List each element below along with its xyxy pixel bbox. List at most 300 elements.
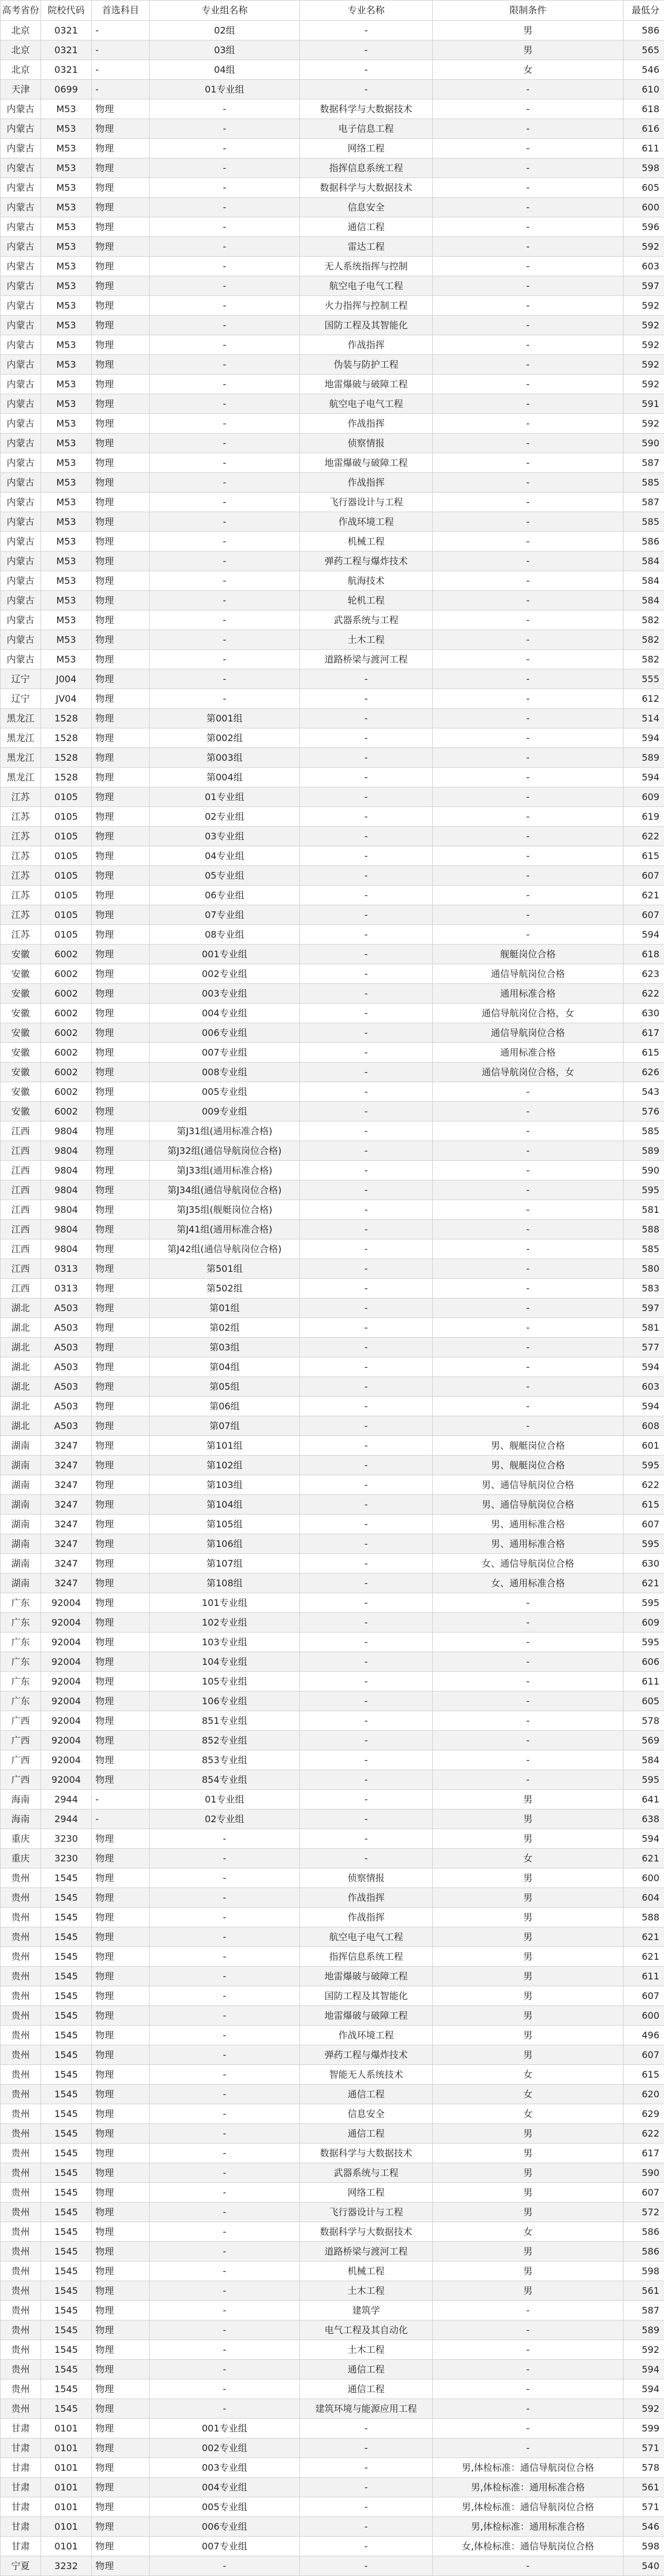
- first-subject-cell: 物理: [92, 2045, 150, 2065]
- major-group-cell: 007专业组: [150, 1043, 300, 1063]
- province-cell: 贵州: [1, 2399, 41, 2419]
- major-name-cell: -: [300, 1613, 433, 1633]
- province-cell: 内蒙古: [1, 355, 41, 375]
- restriction-cell: 女: [433, 60, 624, 80]
- major-group-cell: -: [150, 178, 300, 198]
- first-subject-cell: 物理: [92, 2281, 150, 2301]
- restriction-cell: -: [433, 630, 624, 650]
- major-name-cell: -: [300, 748, 433, 768]
- major-group-cell: -: [150, 512, 300, 532]
- min-score-cell: 616: [624, 119, 664, 139]
- major-group-cell: -: [150, 2065, 300, 2085]
- major-group-cell: 105专业组: [150, 1672, 300, 1692]
- table-row: [1, 610, 664, 630]
- province-cell: 贵州: [1, 1927, 41, 1947]
- school-code-cell: JV04: [41, 689, 92, 709]
- province-cell: 辽宁: [1, 689, 41, 709]
- restriction-cell: 男: [433, 40, 624, 60]
- major-group-cell: -: [150, 198, 300, 217]
- school-code-cell: 3232: [41, 2556, 92, 2576]
- table-row: [1, 2065, 664, 2085]
- first-subject-cell: 物理: [92, 394, 150, 414]
- first-subject-cell: 物理: [92, 198, 150, 217]
- restriction-cell: -: [433, 1357, 624, 1377]
- major-name-cell: -: [300, 1633, 433, 1652]
- province-cell: 内蒙古: [1, 276, 41, 296]
- table-row: [1, 335, 664, 355]
- school-code-cell: M53: [41, 571, 92, 591]
- major-name-cell: -: [300, 807, 433, 827]
- province-cell: 湖南: [1, 1554, 41, 1574]
- major-group-cell: 003专业组: [150, 2458, 300, 2478]
- first-subject-cell: 物理: [92, 1770, 150, 1790]
- province-cell: 贵州: [1, 2124, 41, 2144]
- school-code-cell: A503: [41, 1318, 92, 1338]
- province-cell: 安徽: [1, 1102, 41, 1122]
- school-code-cell: 92004: [41, 1652, 92, 1672]
- first-subject-cell: 物理: [92, 1043, 150, 1063]
- min-score-cell: 599: [624, 2419, 664, 2438]
- major-name-cell: -: [300, 1200, 433, 1220]
- restriction-cell: -: [433, 532, 624, 552]
- province-cell: 安徽: [1, 1004, 41, 1023]
- province-cell: 贵州: [1, 2085, 41, 2104]
- major-group-cell: -: [150, 434, 300, 453]
- table-row: [1, 1829, 664, 1849]
- table-row: [1, 2262, 664, 2281]
- major-group-cell: 第J35组(舰艇岗位合格): [150, 1200, 300, 1220]
- min-score-cell: 561: [624, 2281, 664, 2301]
- table-row: [1, 2301, 664, 2320]
- first-subject-cell: 物理: [92, 119, 150, 139]
- major-name-cell: 数据科学与大数据技术: [300, 2144, 433, 2163]
- major-name-cell: -: [300, 2517, 433, 2537]
- restriction-cell: 男: [433, 2124, 624, 2144]
- major-group-cell: 第01组: [150, 1298, 300, 1318]
- major-group-cell: -: [150, 2006, 300, 2026]
- major-name-cell: -: [300, 1593, 433, 1613]
- province-cell: 海南: [1, 1790, 41, 1809]
- first-subject-cell: -: [92, 21, 150, 40]
- first-subject-cell: 物理: [92, 1829, 150, 1849]
- min-score-cell: 595: [624, 1633, 664, 1652]
- table-row: [1, 2144, 664, 2163]
- province-cell: 内蒙古: [1, 99, 41, 119]
- table-row: [1, 984, 664, 1004]
- restriction-cell: -: [433, 709, 624, 728]
- restriction-cell: -: [433, 512, 624, 532]
- major-name-cell: -: [300, 1750, 433, 1770]
- major-name-cell: -: [300, 1770, 433, 1790]
- min-score-cell: 590: [624, 1161, 664, 1180]
- province-cell: 甘肃: [1, 2497, 41, 2517]
- province-cell: 贵州: [1, 2006, 41, 2026]
- school-code-cell: 1545: [41, 1908, 92, 1927]
- table-row: [1, 257, 664, 276]
- min-score-cell: 612: [624, 689, 664, 709]
- major-group-cell: 103专业组: [150, 1633, 300, 1652]
- major-name-cell: 航海技术: [300, 571, 433, 591]
- major-name-cell: -: [300, 2537, 433, 2556]
- restriction-cell: -: [433, 1692, 624, 1711]
- first-subject-cell: 物理: [92, 630, 150, 650]
- min-score-cell: 621: [624, 1849, 664, 1868]
- table-row: [1, 1023, 664, 1043]
- school-code-cell: A503: [41, 1377, 92, 1397]
- major-name-cell: -: [300, 1239, 433, 1259]
- restriction-cell: -: [433, 80, 624, 99]
- province-cell: 江苏: [1, 886, 41, 905]
- table-row: [1, 2242, 664, 2262]
- school-code-cell: A503: [41, 1357, 92, 1377]
- province-cell: 湖南: [1, 1436, 41, 1456]
- major-name-cell: -: [300, 1416, 433, 1436]
- table-row: [1, 1672, 664, 1692]
- table-row: [1, 178, 664, 198]
- major-group-cell: -: [150, 630, 300, 650]
- school-code-cell: 9804: [41, 1239, 92, 1259]
- table-row: [1, 2045, 664, 2065]
- province-cell: 江苏: [1, 846, 41, 866]
- province-cell: 内蒙古: [1, 335, 41, 355]
- major-name-cell: 数据科学与大数据技术: [300, 2222, 433, 2242]
- min-score-cell: 626: [624, 1063, 664, 1082]
- school-code-cell: 92004: [41, 1633, 92, 1652]
- major-name-cell: 电气工程及其自动化: [300, 2320, 433, 2340]
- restriction-cell: -: [433, 493, 624, 512]
- school-code-cell: 6002: [41, 964, 92, 984]
- table-row: [1, 650, 664, 669]
- school-code-cell: 6002: [41, 1102, 92, 1122]
- province-cell: 湖南: [1, 1574, 41, 1593]
- first-subject-cell: 物理: [92, 1692, 150, 1711]
- province-cell: 内蒙古: [1, 139, 41, 158]
- major-group-cell: 02专业组: [150, 807, 300, 827]
- first-subject-cell: 物理: [92, 335, 150, 355]
- major-group-cell: -: [150, 2085, 300, 2104]
- table-row: [1, 1790, 664, 1809]
- first-subject-cell: 物理: [92, 1180, 150, 1200]
- major-name-cell: 飞行器设计与工程: [300, 2203, 433, 2222]
- school-code-cell: M53: [41, 532, 92, 552]
- major-group-cell: 007专业组: [150, 2537, 300, 2556]
- province-cell: 辽宁: [1, 669, 41, 689]
- major-name-cell: -: [300, 1279, 433, 1298]
- min-score-cell: 610: [624, 80, 664, 99]
- major-group-cell: 第502组: [150, 1279, 300, 1298]
- school-code-cell: A503: [41, 1338, 92, 1357]
- min-score-cell: 607: [624, 1515, 664, 1534]
- province-cell: 江西: [1, 1279, 41, 1298]
- table-row: [1, 1259, 664, 1279]
- school-code-cell: 6002: [41, 1082, 92, 1102]
- min-score-cell: 546: [624, 60, 664, 80]
- table-row: [1, 394, 664, 414]
- restriction-cell: -: [433, 1180, 624, 1200]
- min-score-cell: 618: [624, 945, 664, 964]
- major-name-cell: -: [300, 1574, 433, 1593]
- min-score-cell: 565: [624, 40, 664, 60]
- min-score-cell: 617: [624, 2144, 664, 2163]
- major-group-cell: 04组: [150, 60, 300, 80]
- table-row: [1, 1770, 664, 1790]
- first-subject-cell: 物理: [92, 512, 150, 532]
- restriction-cell: -: [433, 1711, 624, 1731]
- major-name-cell: 数据科学与大数据技术: [300, 99, 433, 119]
- major-name-cell: -: [300, 1731, 433, 1750]
- major-name-cell: -: [300, 1515, 433, 1534]
- restriction-cell: -: [433, 355, 624, 375]
- first-subject-cell: 物理: [92, 886, 150, 905]
- first-subject-cell: 物理: [92, 2497, 150, 2517]
- province-cell: 广西: [1, 1750, 41, 1770]
- province-cell: 北京: [1, 60, 41, 80]
- min-score-cell: 581: [624, 1200, 664, 1220]
- first-subject-cell: 物理: [92, 571, 150, 591]
- min-score-cell: 630: [624, 1004, 664, 1023]
- major-group-cell: 第03组: [150, 1338, 300, 1357]
- table-row: [1, 1141, 664, 1161]
- school-code-cell: 1545: [41, 2242, 92, 2262]
- min-score-cell: 595: [624, 1593, 664, 1613]
- province-cell: 内蒙古: [1, 591, 41, 610]
- major-group-cell: 第002组: [150, 728, 300, 748]
- restriction-cell: -: [433, 1279, 624, 1298]
- major-group-cell: -: [150, 2222, 300, 2242]
- school-code-cell: 0105: [41, 827, 92, 846]
- table-row: [1, 2497, 664, 2517]
- restriction-cell: -: [433, 1731, 624, 1750]
- major-group-cell: -: [150, 276, 300, 296]
- table-row: [1, 1377, 664, 1397]
- first-subject-cell: 物理: [92, 1239, 150, 1259]
- school-code-cell: 92004: [41, 1750, 92, 1770]
- province-cell: 内蒙古: [1, 473, 41, 493]
- school-code-cell: M53: [41, 316, 92, 335]
- province-cell: 甘肃: [1, 2438, 41, 2458]
- restriction-cell: 男: [433, 1868, 624, 1888]
- school-code-cell: 0313: [41, 1259, 92, 1279]
- province-cell: 内蒙古: [1, 630, 41, 650]
- restriction-cell: 女: [433, 2222, 624, 2242]
- school-code-cell: 92004: [41, 1770, 92, 1790]
- major-name-cell: -: [300, 2556, 433, 2576]
- first-subject-cell: -: [92, 40, 150, 60]
- province-cell: 内蒙古: [1, 610, 41, 630]
- school-code-cell: 1545: [41, 2262, 92, 2281]
- table-row: [1, 1357, 664, 1377]
- major-name-cell: -: [300, 21, 433, 40]
- major-group-cell: -: [150, 493, 300, 512]
- major-name-cell: -: [300, 728, 433, 748]
- table-row: [1, 375, 664, 394]
- province-cell: 重庆: [1, 1849, 41, 1868]
- school-code-cell: 0101: [41, 2478, 92, 2497]
- school-code-cell: 0105: [41, 905, 92, 925]
- major-name-cell: 航空电子电气工程: [300, 1927, 433, 1947]
- major-name-cell: 弹药工程与爆炸技术: [300, 2045, 433, 2065]
- school-code-cell: 6002: [41, 1004, 92, 1023]
- first-subject-cell: 物理: [92, 2085, 150, 2104]
- table-row: [1, 2222, 664, 2242]
- restriction-cell: -: [433, 1377, 624, 1397]
- table-row: [1, 2203, 664, 2222]
- school-code-cell: M53: [41, 414, 92, 434]
- restriction-cell: -: [433, 375, 624, 394]
- school-code-cell: 0105: [41, 866, 92, 886]
- min-score-cell: 587: [624, 453, 664, 473]
- school-code-cell: 3247: [41, 1475, 92, 1495]
- school-code-cell: M53: [41, 630, 92, 650]
- major-group-cell: 006专业组: [150, 2517, 300, 2537]
- major-group-cell: 第J33组(通用标准合格): [150, 1161, 300, 1180]
- major-name-cell: 雷达工程: [300, 237, 433, 257]
- min-score-cell: 618: [624, 99, 664, 119]
- major-group-cell: 851专业组: [150, 1711, 300, 1731]
- restriction-cell: -: [433, 473, 624, 493]
- restriction-cell: -: [433, 1318, 624, 1338]
- min-score-cell: 587: [624, 493, 664, 512]
- table-row: [1, 2517, 664, 2537]
- first-subject-cell: 物理: [92, 2104, 150, 2124]
- table-row: [1, 80, 664, 99]
- table-row: [1, 414, 664, 434]
- min-score-cell: 546: [624, 2517, 664, 2537]
- min-score-cell: 587: [624, 2301, 664, 2320]
- major-name-cell: -: [300, 80, 433, 99]
- first-subject-cell: 物理: [92, 139, 150, 158]
- major-name-cell: -: [300, 1672, 433, 1692]
- table-row: [1, 493, 664, 512]
- province-cell: 内蒙古: [1, 394, 41, 414]
- province-cell: 内蒙古: [1, 375, 41, 394]
- restriction-cell: 男,体检标准：通用标准合格: [433, 2517, 624, 2537]
- school-code-cell: M53: [41, 650, 92, 669]
- restriction-cell: 男: [433, 2006, 624, 2026]
- table-row: [1, 748, 664, 768]
- province-cell: 内蒙古: [1, 296, 41, 316]
- min-score-cell: 584: [624, 571, 664, 591]
- major-name-cell: 智能无人系统技术: [300, 2065, 433, 2085]
- table-row: [1, 1180, 664, 1200]
- school-code-cell: 3230: [41, 1849, 92, 1868]
- min-score-cell: 604: [624, 1888, 664, 1908]
- school-code-cell: J004: [41, 669, 92, 689]
- school-code-cell: 1545: [41, 2124, 92, 2144]
- min-score-cell: 609: [624, 1613, 664, 1633]
- min-score-cell: 586: [624, 2222, 664, 2242]
- table-row: [1, 1593, 664, 1613]
- province-cell: 湖北: [1, 1298, 41, 1318]
- province-cell: 黑龙江: [1, 748, 41, 768]
- table-row: [1, 1495, 664, 1515]
- min-score-cell: 592: [624, 355, 664, 375]
- major-group-cell: -: [150, 375, 300, 394]
- major-name-cell: 作战指挥: [300, 335, 433, 355]
- restriction-cell: -: [433, 650, 624, 669]
- province-cell: 贵州: [1, 2222, 41, 2242]
- major-group-cell: -: [150, 552, 300, 571]
- school-code-cell: 0699: [41, 80, 92, 99]
- min-score-cell: 589: [624, 748, 664, 768]
- major-group-cell: -: [150, 532, 300, 552]
- province-cell: 江西: [1, 1141, 41, 1161]
- province-cell: 安徽: [1, 964, 41, 984]
- province-cell: 北京: [1, 21, 41, 40]
- table-row: [1, 2124, 664, 2144]
- first-subject-cell: 物理: [92, 296, 150, 316]
- major-group-cell: 004专业组: [150, 1004, 300, 1023]
- major-name-cell: 作战指挥: [300, 1888, 433, 1908]
- major-name-cell: 电子信息工程: [300, 119, 433, 139]
- school-code-cell: 9804: [41, 1180, 92, 1200]
- table-row: [1, 1613, 664, 1633]
- min-score-cell: 603: [624, 257, 664, 276]
- first-subject-cell: 物理: [92, 237, 150, 257]
- min-score-cell: 629: [624, 2104, 664, 2124]
- first-subject-cell: 物理: [92, 1122, 150, 1141]
- restriction-cell: -: [433, 1416, 624, 1436]
- school-code-cell: 3247: [41, 1456, 92, 1475]
- table-row: [1, 571, 664, 591]
- major-name-cell: 火力指挥与控制工程: [300, 296, 433, 316]
- table-row: [1, 237, 664, 257]
- major-group-cell: 03组: [150, 40, 300, 60]
- major-group-cell: -: [150, 1849, 300, 1868]
- min-score-cell: 596: [624, 217, 664, 237]
- major-name-cell: -: [300, 984, 433, 1004]
- school-code-cell: 92004: [41, 1613, 92, 1633]
- first-subject-cell: 物理: [92, 964, 150, 984]
- major-group-cell: 002专业组: [150, 964, 300, 984]
- major-name-cell: -: [300, 905, 433, 925]
- restriction-cell: -: [433, 1652, 624, 1672]
- major-name-cell: 作战环境工程: [300, 512, 433, 532]
- first-subject-cell: 物理: [92, 591, 150, 610]
- min-score-cell: 608: [624, 1416, 664, 1436]
- first-subject-cell: 物理: [92, 1967, 150, 1986]
- header-major-group: 专业组名称: [150, 1, 300, 21]
- min-score-cell: 615: [624, 846, 664, 866]
- major-name-cell: 作战指挥: [300, 1908, 433, 1927]
- major-name-cell: -: [300, 1495, 433, 1515]
- major-group-cell: -: [150, 119, 300, 139]
- major-group-cell: -: [150, 2183, 300, 2203]
- min-score-cell: 621: [624, 1927, 664, 1947]
- province-cell: 内蒙古: [1, 650, 41, 669]
- first-subject-cell: 物理: [92, 453, 150, 473]
- restriction-cell: -: [433, 1102, 624, 1122]
- table-row: [1, 198, 664, 217]
- major-name-cell: -: [300, 1436, 433, 1456]
- table-row: [1, 2556, 664, 2576]
- min-score-cell: 592: [624, 375, 664, 394]
- restriction-cell: -: [433, 2340, 624, 2360]
- province-cell: 广东: [1, 1692, 41, 1711]
- restriction-cell: 男: [433, 1888, 624, 1908]
- major-group-cell: -: [150, 2026, 300, 2045]
- first-subject-cell: 物理: [92, 1456, 150, 1475]
- school-code-cell: 1545: [41, 2203, 92, 2222]
- first-subject-cell: 物理: [92, 1141, 150, 1161]
- min-score-cell: 580: [624, 1259, 664, 1279]
- min-score-cell: 590: [624, 434, 664, 453]
- school-code-cell: M53: [41, 257, 92, 276]
- header-row: [1, 1, 664, 21]
- first-subject-cell: 物理: [92, 1613, 150, 1633]
- major-name-cell: -: [300, 1829, 433, 1849]
- school-code-cell: A503: [41, 1416, 92, 1436]
